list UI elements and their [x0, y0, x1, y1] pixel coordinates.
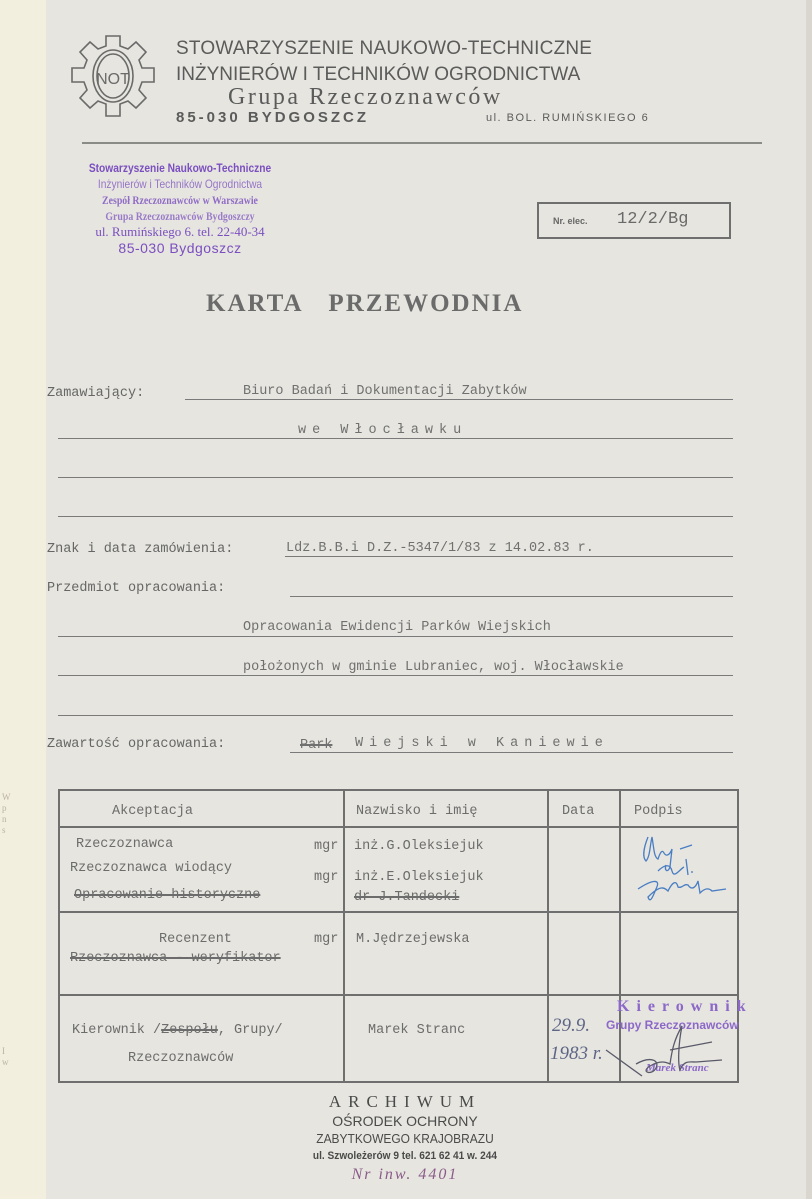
orderer-value-line2: we Włocławku: [298, 423, 468, 438]
row1-role-2: Rzeczoznawca wiodący: [70, 861, 233, 876]
header-name: Nazwisko i imię: [356, 804, 478, 819]
order-ref-value: Ldz.B.B.i D.Z.-5347/1/83 z 14.02.83 r.: [286, 541, 594, 556]
contents-struck-word: Park: [300, 738, 333, 753]
row3-role-suffix: , Grupy/: [217, 1023, 283, 1038]
row3-role-prefix: Kierownik /: [72, 1023, 162, 1038]
subject-underline-3: [58, 675, 733, 677]
letterhead-group-name: Grupa Rzeczoznawców: [228, 84, 503, 110]
archive-title: ARCHIWUM: [328, 1092, 482, 1111]
row-divider-1: [60, 911, 737, 913]
letterhead-street: ul. BOL. RUMIŃSKIEGO 6: [486, 112, 650, 124]
orderer-underline-1: [185, 399, 733, 401]
header-acceptance: Akceptacja: [112, 804, 194, 819]
orderer-underline-3: [58, 477, 733, 479]
inventory-number: Nr inw. 4401: [351, 1166, 459, 1183]
row2-title-1: mgr: [314, 932, 339, 947]
orderer-underline-4: [58, 516, 733, 518]
manager-stamp-group-text: Grupy Rzeczoznawców: [606, 1018, 739, 1032]
header-date: Data: [562, 804, 595, 819]
row1-name-1: inż.G.Oleksiejuk: [354, 839, 484, 854]
stamp-line4: Grupa Rzeczoznawców Bydgoszczy: [105, 209, 255, 223]
orderer-value-line1: Biuro Badań i Dokumentacji Zabytków: [243, 384, 527, 399]
archive-address: ul. Szwoleżerów 9 tel. 621 62 41 w. 244: [312, 1150, 498, 1162]
stamp-line3: Zespół Rzeczoznawców w Warszawie: [102, 193, 258, 207]
row1-name-3: dr J.Tandecki: [354, 890, 460, 905]
contents-value: Wiejski w Kaniewie: [355, 736, 609, 751]
order-ref-label: Znak i data zamówienia:: [47, 542, 234, 557]
row1-title-2: mgr: [314, 870, 339, 885]
contents-label: Zawartość opracowania:: [47, 737, 226, 752]
stamp-line1: Stowarzyszenie Naukowo-Techniczne: [88, 161, 272, 175]
organization-stamp: [60, 160, 300, 256]
col-divider-1: [343, 791, 345, 1081]
row-divider-2: [60, 994, 737, 996]
subject-label: Przedmiot opracowania:: [47, 581, 226, 596]
row1-role-3: Opracowanie historyczne: [74, 888, 261, 903]
reference-value: 12/2/Bg: [617, 210, 689, 229]
row1-name-2: inż.E.Oleksiejuk: [354, 870, 484, 885]
subject-underline-4: [58, 715, 733, 717]
manager-stamp-title: Kierownik: [617, 998, 753, 1015]
row3-role-1: [72, 1023, 283, 1038]
subject-value-line2: położonych w gminie Lubraniec, woj. Włocławskie: [243, 660, 624, 675]
letterhead-line2: INŻYNIERÓW I TECHNIKÓW OGRODNICTWA: [176, 64, 581, 85]
letterhead-line1: STOWARZYSZENIE NAUKOWO-TECHNICZNE: [176, 38, 593, 59]
row3-role-2: Rzeczoznawców: [128, 1051, 234, 1066]
manager-stamp-name: Marek Stranc: [646, 1062, 709, 1074]
contents-underline: [290, 752, 733, 754]
archive-line3: ZABYTKOWEGO KRAJOBRAZU: [316, 1131, 494, 1146]
letterhead-postal-city: 85-030 BYDGOSZCZ: [176, 109, 370, 126]
reference-number-box: [537, 202, 731, 239]
orderer-underline-2: [58, 438, 733, 440]
col-divider-2: [547, 791, 549, 1081]
document-title: KARTA PRZEWODNIA: [206, 290, 524, 317]
archive-stamp: [300, 1092, 510, 1186]
subject-underline-2: [58, 636, 733, 638]
svg-text:NOT: NOT: [96, 71, 130, 88]
archive-line2: OŚRODEK OCHRONY: [332, 1113, 478, 1129]
orderer-label: Zamawiający:: [47, 386, 145, 401]
row1-role-1: Rzeczoznawca: [76, 837, 174, 852]
handwritten-signatures-icon: [630, 827, 740, 911]
stamp-line6: 85-030 Bydgoszcz: [118, 240, 242, 256]
row3-date-line2: 1983 r.: [550, 1043, 603, 1064]
row1-title-1: mgr: [314, 839, 339, 854]
stamp-line2: Inżynierów i Techników Ogrodnictwa: [97, 177, 263, 191]
stamp-line5: ul. Rumińskiego 6. tel. 22-40-34: [95, 224, 265, 239]
adjacent-page-strip: W p n s I w: [0, 0, 47, 1199]
subject-underline-1: [290, 596, 733, 598]
not-gear-logo-icon: [62, 30, 164, 130]
row2-name-1: M.Jędrzejewska: [356, 932, 470, 947]
reference-label: Nr. elec.: [553, 216, 588, 226]
row3-role-struck: Zespołu: [161, 1023, 218, 1038]
letterhead-rule: [82, 142, 762, 144]
manager-signature-icon: [600, 1020, 740, 1090]
subject-value-line1: Opracowania Ewidencji Parków Wiejskich: [243, 620, 551, 635]
row3-name: Marek Stranc: [368, 1023, 466, 1038]
row2-role-1: Recenzent: [159, 932, 232, 947]
page-edge: [806, 0, 812, 1199]
row2-role-2: Rzeczoznawca - weryfikator: [70, 951, 281, 966]
header-signature: Podpis: [634, 804, 683, 819]
order-ref-underline: [285, 556, 733, 558]
row3-date-line1: 29.9.: [552, 1015, 590, 1036]
